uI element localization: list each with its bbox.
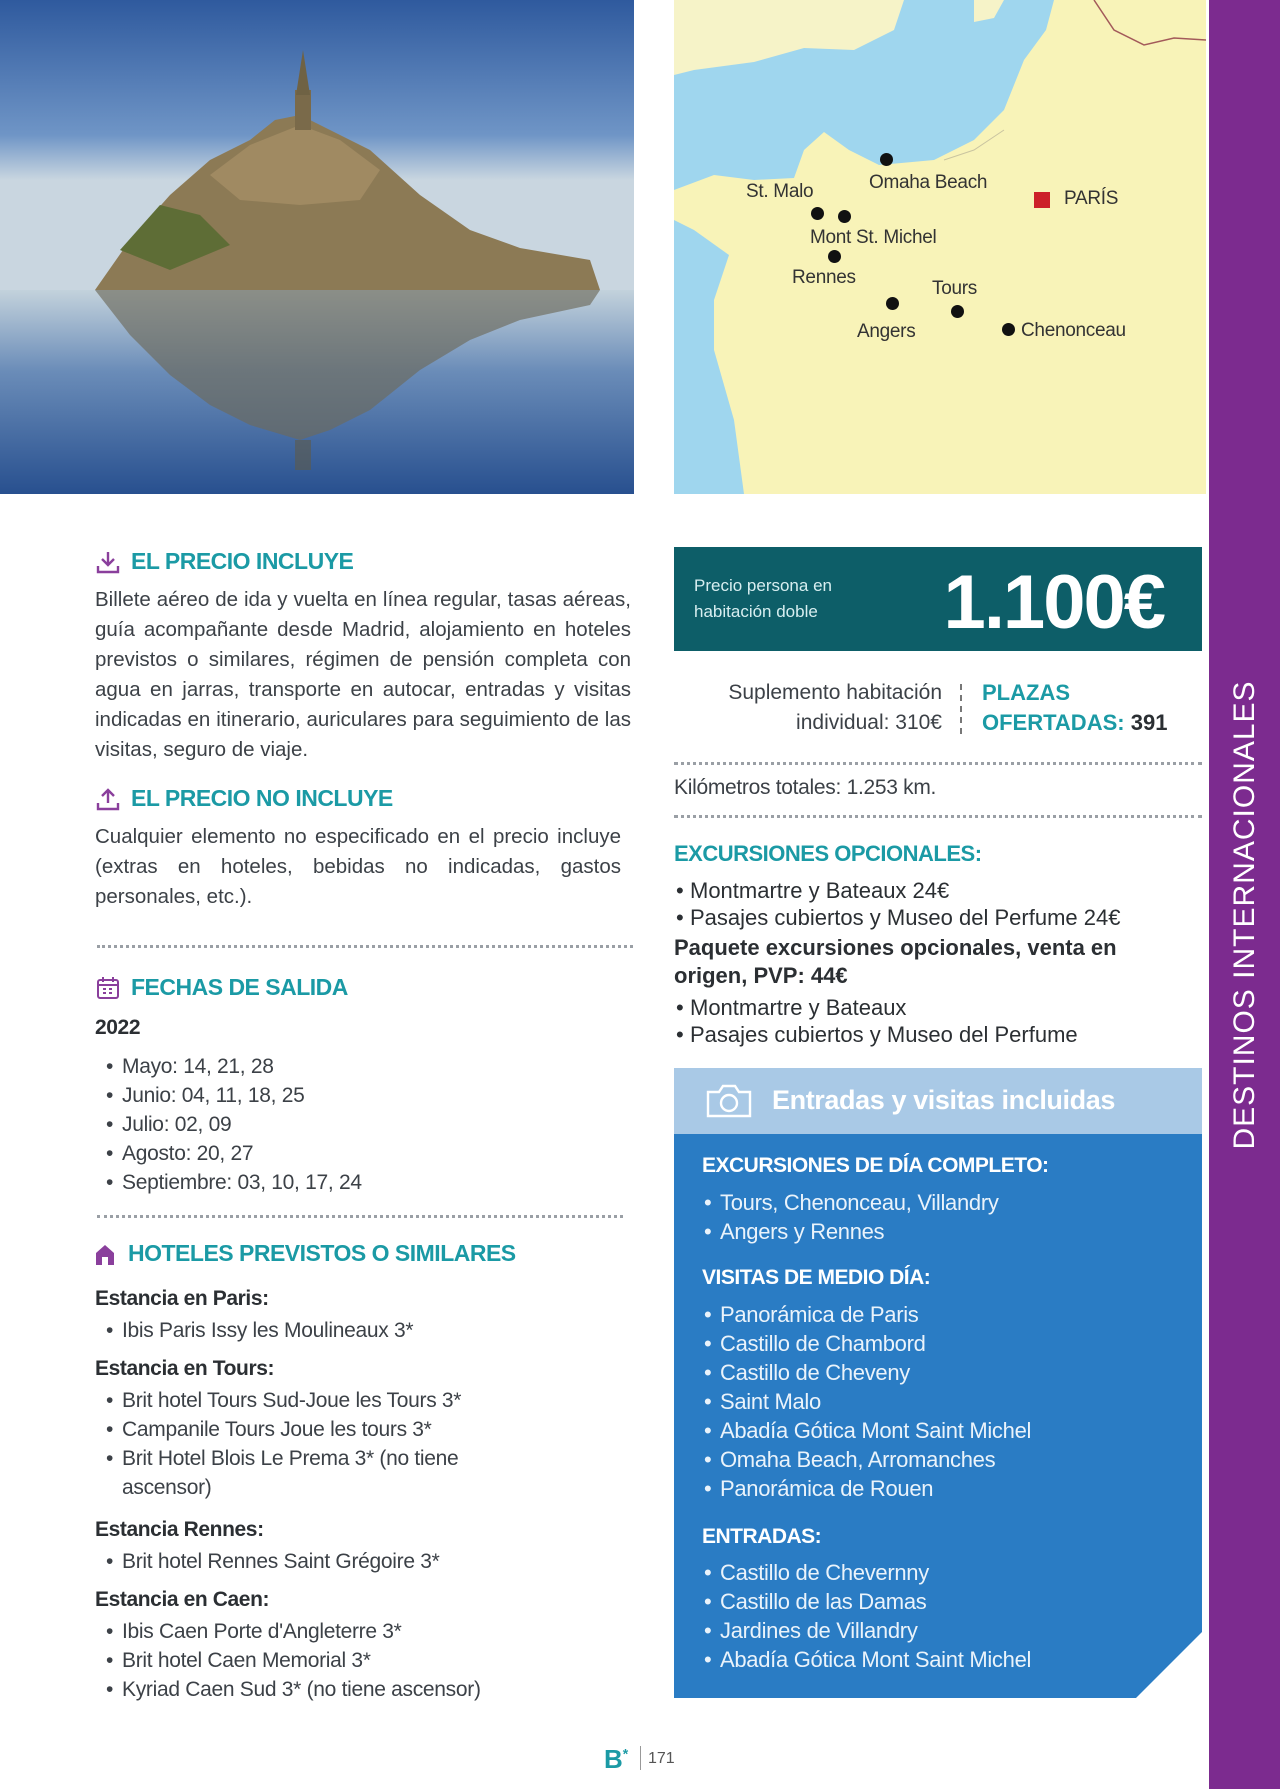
- price-label: [694, 573, 894, 625]
- precio-no-incluye-title: EL PRECIO NO INCLUYE: [131, 785, 393, 811]
- kilometros-totales: Kilómetros totales: 1.253 km.: [674, 776, 937, 799]
- medio-dia-list: [702, 1300, 1031, 1503]
- sidebar-label: DESTINOS INTERNACIONALES: [1227, 680, 1261, 1150]
- medio-dia-title: VISITAS DE MEDIO DÍA:: [702, 1266, 931, 1289]
- list-item: • Ibis Paris Issy les Moulineaux 3*: [100, 1316, 413, 1345]
- hotel-list: [100, 1617, 481, 1704]
- entradas-box: [674, 1068, 1202, 1698]
- list-item: • Tours, Chenonceau, Villandry: [702, 1188, 999, 1217]
- omaha-beach-marker: [880, 153, 893, 166]
- fechas-list: [100, 1052, 362, 1197]
- plazas-ofertadas: [982, 678, 1167, 738]
- precio-incluye-heading: [95, 548, 353, 575]
- tours-marker: [951, 305, 964, 318]
- list-item: • Julio: 02, 09: [100, 1110, 362, 1139]
- entradas-title: Entradas y visitas incluidas: [772, 1085, 1115, 1115]
- list-item: • Saint Malo: [702, 1387, 1031, 1416]
- divider: [97, 1215, 623, 1218]
- list-item: • Panorámica de Rouen: [702, 1474, 1031, 1503]
- dia-completo-list: [702, 1188, 999, 1246]
- angers-marker: [886, 297, 899, 310]
- list-item: • Agosto: 20, 27: [100, 1139, 362, 1168]
- list-item: • Pasajes cubiertos y Museo del Perfume: [674, 1021, 1078, 1048]
- list-item: • Abadía Gótica Mont Saint Michel: [702, 1416, 1031, 1445]
- fechas-year: 2022: [95, 1016, 141, 1039]
- price-box: [674, 547, 1202, 651]
- rennes-label: Rennes: [792, 267, 856, 288]
- list-item: • Brit hotel Tours Sud-Joue les Tours 3*: [100, 1386, 540, 1415]
- omaha-beach-label: Omaha Beach: [869, 172, 988, 193]
- hotel-list: [100, 1547, 440, 1576]
- hotel-group-heading: Estancia en Tours:: [95, 1357, 275, 1380]
- suplemento-line: individual: 310€: [796, 711, 942, 734]
- fechas-salida-title: FECHAS DE SALIDA: [131, 974, 348, 1000]
- entradas-header: [674, 1068, 1202, 1134]
- list-item: • Angers y Rennes: [702, 1217, 999, 1246]
- hoteles-heading: [92, 1240, 516, 1267]
- dia-completo-title: EXCURSIONES DE DÍA COMPLETO:: [702, 1154, 1049, 1177]
- price-value: 1.100€: [943, 560, 1164, 645]
- hotel-group-heading: Estancia en Paris:: [95, 1287, 269, 1310]
- vertical-separator: [960, 684, 962, 734]
- hotel-list: [100, 1316, 413, 1345]
- excursiones-opcionales-title: EXCURSIONES OPCIONALES:: [674, 841, 982, 866]
- chenonceau-marker: [1002, 323, 1015, 336]
- list-item: • Mayo: 14, 21, 28: [100, 1052, 362, 1081]
- hotel-icon: [92, 1241, 118, 1267]
- st-malo-marker: [811, 207, 824, 220]
- price-label-line: habitación doble: [694, 602, 818, 621]
- section-sidebar: [1209, 0, 1280, 1789]
- list-item: • Brit hotel Rennes Saint Grégoire 3*: [100, 1547, 440, 1576]
- list-item: • Castillo de las Damas: [702, 1587, 1031, 1616]
- rennes-marker: [828, 250, 841, 263]
- camera-icon: [704, 1082, 754, 1125]
- list-item: • Jardines de Villandry: [702, 1616, 1031, 1645]
- mont-saint-michel-photo: [0, 0, 634, 494]
- list-item: • Castillo de Cheveny: [702, 1358, 1031, 1387]
- precio-no-incluye-text: Cualquier elemento no especificado en el precio incluye (extras en hoteles, bebidas no indicadas, gastos personales, etc.).: [95, 825, 621, 908]
- precio-incluye-title: EL PRECIO INCLUYE: [131, 548, 354, 574]
- divider: [674, 762, 1202, 765]
- divider: [97, 945, 633, 948]
- precio-no-incluye-heading: [95, 785, 393, 812]
- list-item: • Panorámica de Paris: [702, 1300, 1031, 1329]
- chenonceau-label: Chenonceau: [1021, 320, 1126, 341]
- hotel-group-heading: Estancia Rennes:: [95, 1518, 264, 1541]
- list-item: • Omaha Beach, Arromanches: [702, 1445, 1031, 1474]
- list-item: • Junio: 04, 11, 18, 25: [100, 1081, 362, 1110]
- divider: [674, 815, 1202, 818]
- list-item: • Montmartre y Bateaux 24€: [674, 877, 1120, 904]
- upload-icon: [95, 786, 121, 812]
- mont-st-michel-marker: [838, 210, 851, 223]
- list-item: • Castillo de Chambord: [702, 1329, 1031, 1358]
- route-map: [674, 0, 1206, 494]
- brand-logo: B*: [604, 1744, 629, 1774]
- hotel-list: [100, 1386, 540, 1502]
- paris-marker: [1034, 192, 1050, 208]
- corner-fold: [1136, 1632, 1202, 1698]
- tours-label: Tours: [932, 278, 977, 299]
- list-item: • Campanile Tours Joue les tours 3*: [100, 1415, 540, 1444]
- plazas-value: 391: [1130, 710, 1168, 735]
- list-item: • Castillo de Chevernny: [702, 1558, 1031, 1587]
- suplemento-individual: [680, 678, 942, 738]
- list-item: • Ibis Caen Porte d'Angleterre 3*: [100, 1617, 481, 1646]
- list-item: • Brit Hotel Blois Le Prema 3* (no tiene ascensor): [100, 1444, 540, 1502]
- suplemento-line: Suplemento habitación: [728, 681, 942, 704]
- list-item: • Abadía Gótica Mont Saint Michel: [702, 1645, 1031, 1674]
- list-item: • Septiembre: 03, 10, 17, 24: [100, 1168, 362, 1197]
- angers-label: Angers: [857, 321, 916, 342]
- paquete-list: [674, 994, 1078, 1048]
- plazas-label: OFERTADAS:: [982, 710, 1125, 735]
- paquete-excursiones: Paquete excursiones opcionales, venta en origen, PVP: 44€: [674, 935, 1117, 988]
- list-item: • Montmartre y Bateaux: [674, 994, 1078, 1021]
- fechas-salida-heading: [95, 974, 348, 1001]
- hotel-group-heading: Estancia en Caen:: [95, 1588, 270, 1611]
- entradas-subtitle: ENTRADAS:: [702, 1525, 822, 1548]
- mont-st-michel-label: Mont St. Michel: [810, 227, 937, 248]
- list-item: • Pasajes cubiertos y Museo del Perfume 24€: [674, 904, 1120, 931]
- plazas-line: PLAZAS: [982, 680, 1070, 705]
- st-malo-label: St. Malo: [746, 181, 814, 202]
- price-label-line: Precio persona en: [694, 576, 832, 595]
- entradas-list: [702, 1558, 1031, 1674]
- calendar-icon: [95, 975, 121, 1001]
- list-item: • Brit hotel Caen Memorial 3*: [100, 1646, 481, 1675]
- paris-label: PARÍS: [1064, 188, 1119, 209]
- page-number: 171: [648, 1750, 675, 1767]
- list-item: • Kyriad Caen Sud 3* (no tiene ascensor): [100, 1675, 481, 1704]
- download-icon: [95, 549, 121, 575]
- hoteles-title: HOTELES PREVISTOS O SIMILARES: [128, 1240, 516, 1266]
- footer-separator: [640, 1746, 641, 1770]
- excursiones-list: [674, 877, 1120, 931]
- precio-incluye-text: Billete aéreo de ida y vuelta en línea regular, tasas aéreas, guía acompañante desde Madrid, alojamiento en hoteles previstos o similares, régimen de pensión completa con agua en jarras, transporte en autocar, entradas y visitas indicadas en itinerario, auriculares para seguimiento de las visitas, seguro de viaje.: [95, 588, 631, 761]
